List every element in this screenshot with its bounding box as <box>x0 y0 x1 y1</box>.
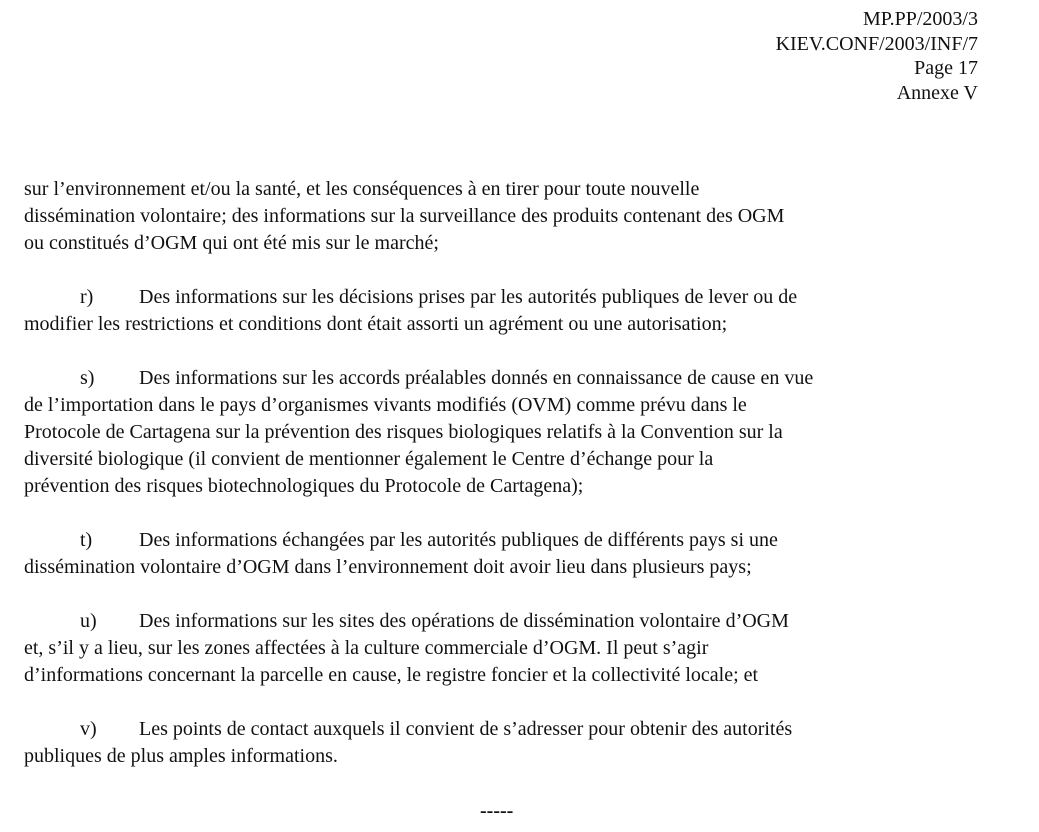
item-first-line: Des informations échangées par les autorités publiques de différents pays si une <box>139 529 778 551</box>
item-letter: v) <box>80 718 97 740</box>
paragraph-line: diversité biologique (il convient de mentionner également le Centre d’échange pour la <box>24 448 714 470</box>
paragraph-line: et, s’il y a lieu, sur les zones affectées à la culture commerciale d’OGM. Il peut s’agir <box>24 637 709 659</box>
header-symbol-mp: MP.PP/2003/3 <box>862 8 978 30</box>
list-item-s <box>24 365 959 500</box>
paragraph-line: modifier les restrictions et conditions dont était assorti un agrément ou une autorisation; <box>24 313 728 335</box>
document-header <box>776 7 978 105</box>
header-symbol-kiev: KIEV.CONF/2003/INF/7 <box>775 32 978 55</box>
item-letter: u) <box>80 610 97 632</box>
paragraph-line: de l’importation dans le pays d’organismes vivants modifiés (OVM) comme prévu dans le <box>24 394 747 416</box>
list-item-t <box>24 527 959 581</box>
list-item-r <box>24 284 959 338</box>
item-first-line: Des informations sur les sites des opérations de dissémination volontaire d’OGM <box>139 610 789 632</box>
header-page-number: Page 17 <box>914 57 978 79</box>
item-letter: t) <box>80 529 93 551</box>
item-letter: r) <box>80 286 94 308</box>
continuation-paragraph <box>24 176 959 257</box>
paragraph-line: Protocole de Cartagena sur la prévention des risques biologiques relatifs à la Convention sur la <box>24 421 783 443</box>
paragraph-line: publiques de plus amples informations. <box>24 745 338 767</box>
item-first-line: Des informations sur les décisions prises par les autorités publiques de lever ou de <box>139 286 798 308</box>
document-body <box>24 176 959 797</box>
list-item-v <box>24 716 959 770</box>
end-of-document-mark: ----- <box>480 800 514 822</box>
paragraph-line: dissémination volontaire d’OGM dans l’environnement doit avoir lieu dans plusieurs pays; <box>24 556 752 578</box>
paragraph-line: prévention des risques biotechnologiques du Protocole de Cartagena); <box>24 475 584 497</box>
paragraph-line: dissémination volontaire; des informations sur la surveillance des produits contenant des OGM <box>24 205 785 227</box>
item-letter: s) <box>80 367 95 389</box>
paragraph-line: sur l’environnement et/ou la santé, et les conséquences à en tirer pour toute nouvelle <box>24 178 700 200</box>
list-item-u <box>24 608 959 689</box>
item-first-line: Les points de contact auxquels il convient de s’adresser pour obtenir des autorités <box>139 718 793 740</box>
paragraph-line: ou constitués d’OGM qui ont été mis sur le marché; <box>24 232 439 254</box>
item-first-line: Des informations sur les accords préalables donnés en connaissance de cause en vue <box>139 367 814 389</box>
paragraph-line: d’informations concernant la parcelle en cause, le registre foncier et la collectivité locale; et <box>24 664 759 686</box>
header-annex: Annexe V <box>896 81 978 104</box>
